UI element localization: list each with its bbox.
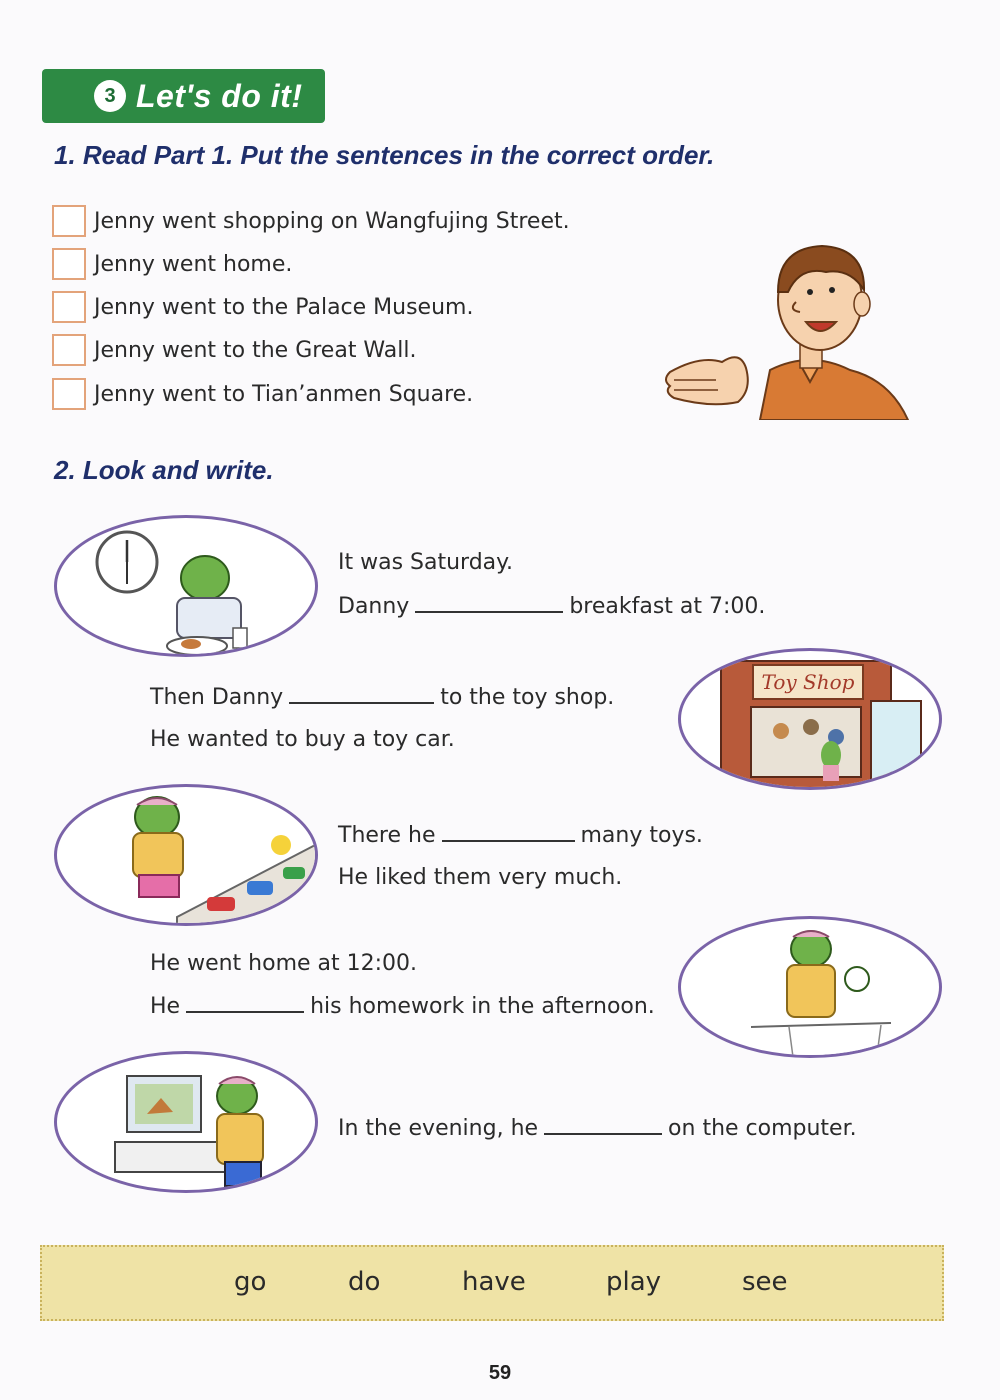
picture-computer <box>54 1051 318 1193</box>
item1-blank[interactable] <box>415 593 563 613</box>
order-box-5[interactable] <box>52 378 86 410</box>
picture-toy-shop <box>678 648 942 790</box>
word-play: play <box>606 1267 662 1297</box>
order-item-2 <box>52 247 292 281</box>
item4-blank[interactable] <box>186 993 304 1013</box>
item2-post: to the toy shop. <box>440 685 615 710</box>
item5-blank[interactable] <box>544 1115 662 1135</box>
order-box-1[interactable] <box>52 205 86 237</box>
order-item-1 <box>52 204 570 238</box>
exercise2-heading: 2. Look and write. <box>54 455 274 485</box>
item1-post: breakfast at 7:00. <box>569 594 766 619</box>
item2-line1 <box>150 684 614 710</box>
item4-line2 <box>150 993 655 1019</box>
order-sentence-5: Jenny went to Tian’anmen Square. <box>94 381 474 407</box>
order-sentence-3: Jenny went to the Palace Museum. <box>94 294 474 320</box>
section-header <box>42 69 325 123</box>
item2-blank[interactable] <box>289 684 434 704</box>
item5-post: on the computer. <box>668 1116 857 1141</box>
item3-line1 <box>338 822 703 848</box>
word-have: have <box>462 1267 526 1297</box>
order-sentence-2: Jenny went home. <box>94 251 293 277</box>
picture-homework <box>678 916 942 1058</box>
item3-blank[interactable] <box>442 822 575 842</box>
order-item-4 <box>52 333 416 367</box>
section-number-badge: 3 <box>94 80 126 112</box>
section-title: Let's do it! <box>136 77 303 114</box>
word-do: do <box>348 1267 381 1297</box>
order-sentence-1: Jenny went shopping on Wangfujing Street. <box>94 208 570 234</box>
picture-many-toys <box>54 784 318 926</box>
item2-line2: He wanted to buy a toy car. <box>150 727 455 752</box>
item3-pre: There he <box>338 823 436 848</box>
page-number: 59 <box>488 1362 512 1384</box>
word-bank <box>40 1245 944 1321</box>
word-go: go <box>234 1267 267 1297</box>
order-sentence-4: Jenny went to the Great Wall. <box>94 337 417 363</box>
item4-line1: He went home at 12:00. <box>150 951 418 976</box>
item5-pre: In the evening, he <box>338 1116 539 1141</box>
item1-pre: Danny <box>338 594 410 619</box>
order-item-5 <box>52 377 473 411</box>
toy-shop-sign: Toy Shop <box>761 670 855 694</box>
item4-post: his homework in the afternoon. <box>310 994 655 1019</box>
word-see: see <box>742 1267 788 1297</box>
item1-line1: It was Saturday. <box>338 550 514 575</box>
order-box-2[interactable] <box>52 248 86 280</box>
item3-post: many toys. <box>580 823 703 848</box>
order-box-3[interactable] <box>52 291 86 323</box>
order-box-4[interactable] <box>52 334 86 366</box>
item5-line1 <box>338 1115 857 1141</box>
item4-pre: He <box>150 994 181 1019</box>
item1-line2 <box>338 593 765 619</box>
exercise1-heading: 1. Read Part 1. Put the sentences in the correct order. <box>54 140 715 170</box>
picture-breakfast <box>54 515 318 657</box>
order-item-3 <box>52 290 473 324</box>
boy-illustration <box>660 230 920 420</box>
item2-pre: Then Danny <box>150 685 284 710</box>
item3-line2: He liked them very much. <box>338 865 623 890</box>
